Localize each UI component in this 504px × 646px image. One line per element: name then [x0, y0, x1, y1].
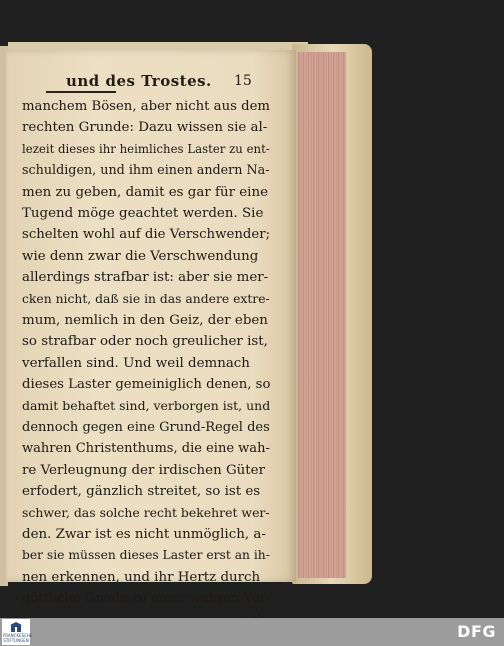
institution-logo[interactable] — [2, 619, 33, 645]
dfg-logo[interactable]: DFG — [457, 622, 496, 641]
text-line: lezeit dieses ihr heimliches Laster zu ent- — [22, 141, 270, 156]
franckesche-stiftungen-icon — [10, 622, 22, 632]
text-line: verfallen sind. Und weil demnach — [22, 355, 250, 371]
body-text — [22, 96, 270, 631]
running-head-title: und des Trostes. — [66, 72, 212, 90]
text-line: wie denn zwar die Verschwendung — [22, 248, 259, 264]
text-line: dieses Laster gemeiniglich denen, so — [22, 377, 271, 393]
text-line: damit behaftet sind, verborgen ist, und — [22, 398, 271, 414]
text-line: wahren Christenthums, die eine wah- — [22, 441, 270, 457]
book-page — [6, 50, 296, 606]
text-line: den. Zwar ist es nicht unmöglich, a- — [22, 526, 266, 542]
text-line: schuldigen, und ihm einen andern Na- — [22, 163, 270, 179]
text-line: Tugend möge geachtet werden. Sie — [22, 205, 264, 221]
running-head — [6, 70, 296, 92]
text-line: cken nicht, daß sie in das andere extre- — [22, 291, 270, 306]
text-line: manchem Bösen, aber nicht aus dem — [22, 99, 270, 114]
page-number: 15 — [234, 73, 252, 89]
text-line: nen erkennen, und ihr Hertz durch — [22, 569, 261, 585]
text-line: rechten Grunde: Dazu wissen sie al- — [22, 120, 268, 136]
page-edges — [298, 52, 346, 578]
text-line: schwer, das solche recht bekehret wer- — [22, 505, 270, 521]
text-line: so strafbar oder noch greulicher ist, — [22, 334, 268, 350]
text-line: allerdings strafbar ist: aber sie mer- — [22, 270, 269, 286]
text-line: ber sie müssen dieses Laster erst an ih- — [22, 548, 270, 563]
text-line: dennoch gegen eine Grund-Regel des — [22, 419, 270, 435]
head-rule — [46, 91, 116, 93]
text-line: schelten wohl auf die Verschwender; — [22, 227, 271, 243]
footer-bar — [0, 618, 504, 646]
text-line: re Verleugnung der irdischen Güter — [22, 462, 265, 478]
logo-text: FRANCKESCHE STIFTUNGEN — [3, 633, 33, 643]
text-line: göttliche Gnade zu einer wahren Ver- — [22, 590, 271, 606]
text-line: men zu geben, damit es gar für eine — [22, 184, 269, 200]
text-line: mum, nemlich in den Geiz, der eben — [22, 312, 268, 328]
text-line: erfodert, gänzlich streitet, so ist es — [22, 484, 261, 500]
